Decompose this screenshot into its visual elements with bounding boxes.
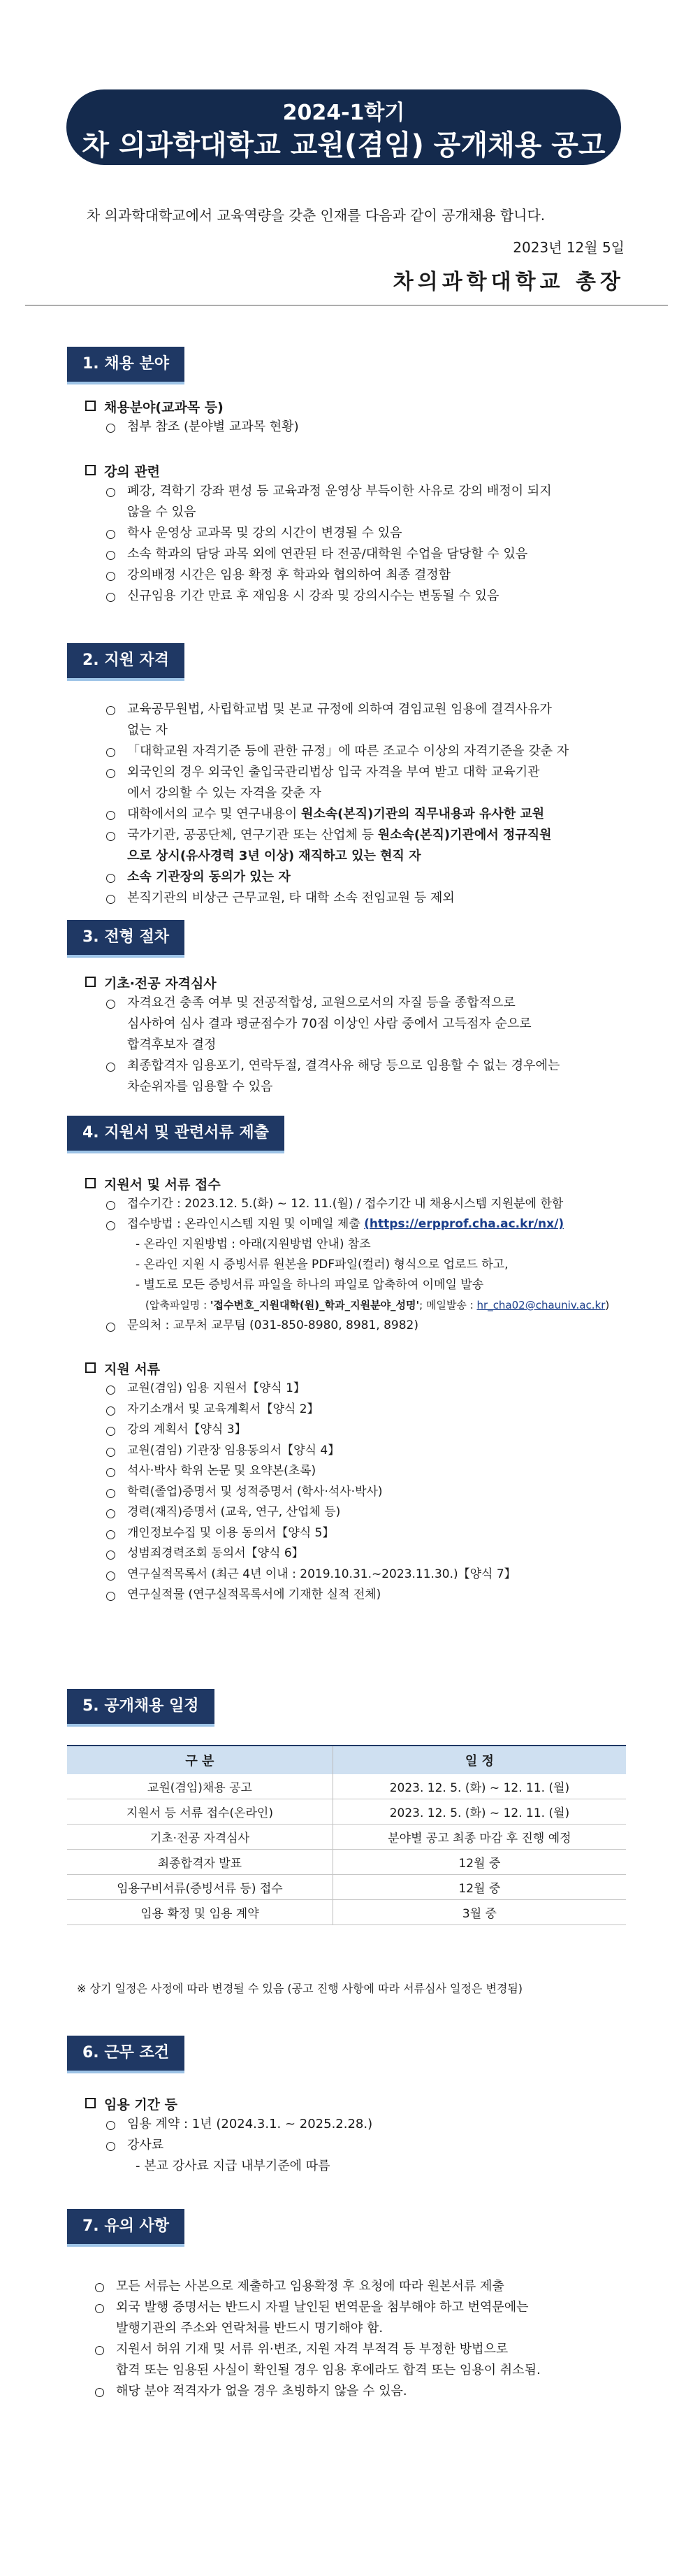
s7-list bbox=[95, 2276, 541, 2402]
circle-bullet-icon bbox=[95, 2283, 104, 2292]
schedule-note: ※ 상기 일정은 사정에 따라 변경될 수 있음 (공고 진행 사항에 따라 서류심사 일정은 변경됨) bbox=[77, 1982, 523, 1995]
list-item-continued: 않을 수 있음 bbox=[127, 505, 196, 519]
list-item: 모든 서류는 사본으로 제출하고 임용확정 후 요청에 따라 원본서류 제출 bbox=[95, 2276, 541, 2297]
circle-bullet-icon bbox=[106, 2142, 115, 2151]
table-row: 임용 확정 및 임용 계약 3월 중 bbox=[67, 1900, 626, 1925]
circle-bullet-icon bbox=[106, 769, 115, 778]
s4-subheading-1: 지원서 및 서류 접수 bbox=[85, 1174, 221, 1193]
s1-list-2 bbox=[106, 481, 552, 607]
s4-docs-list bbox=[106, 1379, 516, 1606]
application-system-link[interactable]: (https://erpprof.cha.ac.kr/nx/) bbox=[364, 1217, 564, 1231]
column-header: 구 분 bbox=[67, 1746, 333, 1774]
list-item-continued: 합격후보자 결정 bbox=[127, 1037, 217, 1052]
list-item-continued: 합격 또는 임용된 사실이 확인될 경우 임용 후에라도 합격 또는 임용이 취소됨. bbox=[116, 2363, 541, 2377]
signer: 차의과학대학교 총장 bbox=[393, 270, 625, 294]
notice-date: 2023년 12월 5일 bbox=[513, 239, 625, 256]
square-bullet-icon bbox=[85, 977, 96, 987]
circle-bullet-icon bbox=[106, 593, 115, 602]
list-item: 개인정보수집 및 이용 동의서【양식 5】 bbox=[106, 1523, 516, 1544]
list-item: 연구실적목록서 (최근 4년 이내 : 2019.10.31.~2023.11.30.)【양식 7】 bbox=[106, 1564, 516, 1585]
s3-list bbox=[106, 993, 560, 1098]
square-bullet-icon bbox=[85, 1178, 96, 1188]
circle-bullet-icon bbox=[106, 1323, 115, 1332]
s2-list bbox=[106, 699, 569, 909]
table-row: 교원(겸임)채용 공고 2023. 12. 5. (화) ~ 12. 11. (월) bbox=[67, 1774, 626, 1799]
email-link[interactable]: hr_cha02@chauniv.ac.kr bbox=[476, 1299, 606, 1311]
list-subitem: (압축파일명 : '접수번호_지원대학(원)_학과_지원분야_성명'; 메일발송 : hr_cha02@chauniv.ac.kr) bbox=[145, 1299, 610, 1311]
circle-bullet-icon bbox=[106, 1448, 115, 1457]
circle-bullet-icon bbox=[106, 1386, 115, 1395]
list-item: 강의배정 시간은 임용 확정 후 학과와 협의하여 최종 결정함 bbox=[106, 565, 552, 586]
list-item: 교원(겸임) 임용 지원서【양식 1】 bbox=[106, 1379, 516, 1399]
circle-bullet-icon bbox=[106, 488, 115, 497]
title-semester: 2024-1학기 bbox=[282, 101, 405, 125]
circle-bullet-icon bbox=[106, 530, 115, 539]
list-item: 경력(재직)증명서 (교육, 연구, 산업체 등) bbox=[106, 1502, 516, 1523]
section-6-header: 6. 근무 조건 bbox=[67, 2036, 184, 2073]
intro-text: 차 의과학대학교에서 교육역량을 갖춘 인재를 다음과 같이 공개채용 합니다. bbox=[87, 207, 546, 224]
list-subitem: - 본교 강사료 지급 내부기준에 따름 bbox=[136, 2159, 330, 2173]
circle-bullet-icon bbox=[106, 2121, 115, 2130]
circle-bullet-icon bbox=[106, 1530, 115, 1539]
list-item: 학사 운영상 교과목 및 강의 시간이 변경될 수 있음 bbox=[106, 523, 552, 544]
s6-subheading: 임용 기간 등 bbox=[85, 2094, 177, 2113]
s4-list-1 bbox=[106, 1194, 609, 1336]
circle-bullet-icon bbox=[106, 874, 115, 883]
circle-bullet-icon bbox=[106, 1468, 115, 1477]
list-item: 대학에서의 교수 및 연구내용이 원소속(본직)기관의 직무내용과 유사한 교원 bbox=[106, 804, 569, 825]
circle-bullet-icon bbox=[95, 2388, 104, 2397]
circle-bullet-icon bbox=[106, 572, 115, 581]
list-item: 외국인의 경우 외국인 출입국관리법상 입국 자격을 부여 받고 대학 교육기관 bbox=[106, 762, 569, 783]
circle-bullet-icon bbox=[106, 748, 115, 757]
circle-bullet-icon bbox=[106, 1427, 115, 1436]
list-item: 강사료 bbox=[106, 2135, 372, 2156]
section-5-header: 5. 공개채용 일정 bbox=[67, 1689, 214, 1727]
circle-bullet-icon bbox=[106, 424, 115, 433]
list-subitem: - 온라인 지원 시 증빙서류 원본을 PDF파일(컬러) 형식으로 업로드 하고, bbox=[136, 1258, 509, 1272]
circle-bullet-icon bbox=[106, 1406, 115, 1416]
list-item: 강의 계획서【양식 3】 bbox=[106, 1420, 516, 1441]
list-item: 문의처 : 교무처 교무팀 (031-850-8980, 8981, 8982) bbox=[106, 1316, 609, 1336]
square-bullet-icon bbox=[85, 401, 96, 411]
list-item: 석사·박사 학위 논문 및 요약본(초록) bbox=[106, 1461, 516, 1482]
list-item: 첨부 참조 (분야별 교과목 현황) bbox=[106, 417, 299, 438]
list-item: 지원서 허위 기재 및 서류 위·변조, 지원 자격 부적격 등 부정한 방법으로 bbox=[95, 2339, 541, 2360]
list-item: 임용 계약 : 1년 (2024.3.1. ~ 2025.2.28.) bbox=[106, 2114, 372, 2135]
square-bullet-icon bbox=[85, 465, 96, 475]
list-item-continued: 차순위자를 임용할 수 있음 bbox=[127, 1079, 273, 1094]
list-item: 「대학교원 자격기준 등에 관한 규정」에 따른 조교수 이상의 자격기준을 갖춘 자 bbox=[106, 741, 569, 762]
section-2-header: 2. 지원 자격 bbox=[67, 643, 184, 681]
s1-list-1 bbox=[106, 417, 299, 438]
list-item: 국가기관, 공공단체, 연구기관 또는 산업체 등 원소속(본직)기관에서 정규직원 bbox=[106, 825, 569, 846]
section-4-header: 4. 지원서 및 관련서류 제출 bbox=[67, 1116, 284, 1153]
s6-list bbox=[106, 2114, 372, 2177]
title-banner bbox=[66, 89, 621, 165]
list-item: 성범죄경력조회 동의서【양식 6】 bbox=[106, 1544, 516, 1564]
circle-bullet-icon bbox=[106, 832, 115, 841]
list-item-continued: 발행기관의 주소와 연락처를 반드시 명기해야 함. bbox=[116, 2321, 384, 2336]
circle-bullet-icon bbox=[106, 895, 115, 904]
circle-bullet-icon bbox=[106, 1063, 115, 1072]
list-item: 해당 분야 적격자가 없을 경우 초빙하지 않을 수 있음. bbox=[95, 2381, 541, 2402]
list-item: 신규임용 기간 만료 후 재임용 시 강좌 및 강의시수는 변동될 수 있음 bbox=[106, 586, 552, 607]
section-7-header: 7. 유의 사항 bbox=[67, 2209, 184, 2247]
list-item-continued: 심사하여 심사 결과 평균점수가 70점 이상인 사람 중에서 고득점자 순으로 bbox=[127, 1016, 532, 1031]
list-item-continued: 으로 상시(유사경력 3년 이상) 재직하고 있는 현직 자 bbox=[127, 849, 421, 863]
section-1-header: 1. 채용 분야 bbox=[67, 347, 184, 384]
table-row: 최종합격자 발표 12월 중 bbox=[67, 1850, 626, 1875]
circle-bullet-icon bbox=[106, 811, 115, 820]
list-item-continued: 에서 강의할 수 있는 자격을 갖춘 자 bbox=[127, 786, 321, 800]
schedule-table bbox=[67, 1745, 626, 1925]
s3-subheading: 기초·전공 자격심사 bbox=[85, 973, 217, 992]
circle-bullet-icon bbox=[106, 706, 115, 715]
list-subitem: - 온라인 지원방법 : 아래(지원방법 안내) 참조 bbox=[136, 1237, 371, 1251]
table-row: 임용구비서류(증빙서류 등) 접수 12월 중 bbox=[67, 1875, 626, 1900]
section-3-header: 3. 전형 절차 bbox=[67, 920, 184, 958]
s1-subheading-1: 채용분야(교과목 등) bbox=[85, 397, 224, 416]
list-item: 소속 기관장의 동의가 있는 자 bbox=[106, 867, 569, 888]
circle-bullet-icon bbox=[106, 1592, 115, 1601]
list-item: 연구실적물 (연구실적목록서에 기재한 실적 전체) bbox=[106, 1585, 516, 1606]
square-bullet-icon bbox=[85, 2098, 96, 2108]
list-item: 자기소개서 및 교육계획서【양식 2】 bbox=[106, 1399, 516, 1420]
s4-subheading-2: 지원 서류 bbox=[85, 1359, 160, 1378]
list-item: 소속 학과의 담당 과목 외에 연관된 타 전공/대학원 수업을 담당할 수 있음 bbox=[106, 544, 552, 565]
table-header-row bbox=[67, 1746, 626, 1774]
list-item: 접수기간 : 2023.12. 5.(화) ~ 12. 11.(월) / 접수기간 내 채용시스템 지원분에 한함 bbox=[106, 1194, 609, 1214]
list-item: 자격요건 충족 여부 및 전공적합성, 교원으로서의 자질 등을 종합적으로 bbox=[106, 993, 560, 1014]
column-header: 일 정 bbox=[333, 1746, 626, 1774]
list-item: 학력(졸업)증명서 및 성적증명서 (학사·석사·박사) bbox=[106, 1482, 516, 1503]
circle-bullet-icon bbox=[106, 1509, 115, 1518]
list-item: 폐강, 격학기 강좌 편성 등 교육과정 운영상 부득이한 사유로 강의 배정이 되지 bbox=[106, 481, 552, 502]
s1-subheading-2: 강의 관련 bbox=[85, 461, 160, 480]
circle-bullet-icon bbox=[95, 2346, 104, 2355]
circle-bullet-icon bbox=[106, 1201, 115, 1210]
list-item: 본직기관의 비상근 근무교원, 타 대학 소속 전임교원 등 제외 bbox=[106, 888, 569, 909]
circle-bullet-icon bbox=[95, 2304, 104, 2313]
circle-bullet-icon bbox=[106, 1550, 115, 1560]
list-item: 교원(겸임) 기관장 임용동의서【양식 4】 bbox=[106, 1441, 516, 1462]
table-row: 기초·전공 자격심사 분야별 공고 최종 마감 후 진행 예정 bbox=[67, 1825, 626, 1850]
page-title: 차 의과학대학교 교원(겸임) 공개채용 공고 bbox=[82, 129, 606, 161]
circle-bullet-icon bbox=[106, 1000, 115, 1009]
circle-bullet-icon bbox=[106, 551, 115, 560]
circle-bullet-icon bbox=[106, 1571, 115, 1581]
circle-bullet-icon bbox=[106, 1221, 115, 1230]
list-subitem: - 별도로 모든 증빙서류 파일을 하나의 파일로 압축하여 이메일 발송 bbox=[136, 1278, 484, 1292]
list-item: 교육공무원법, 사립학교법 및 본교 규정에 의하여 겸임교원 임용에 결격사유가 bbox=[106, 699, 569, 720]
square-bullet-icon bbox=[85, 1362, 96, 1373]
circle-bullet-icon bbox=[106, 1489, 115, 1498]
list-item: 최종합격자 임용포기, 연락두절, 결격사유 해당 등으로 임용할 수 없는 경우에는 bbox=[106, 1056, 560, 1077]
list-item: 접수방법 : 온라인시스템 지원 및 이메일 제출 (https://erpprof.cha.ac.kr/nx/) bbox=[106, 1214, 609, 1235]
list-item: 외국 발행 증명서는 반드시 자필 날인된 번역문을 첨부해야 하고 번역문에는 bbox=[95, 2297, 541, 2318]
table-row: 지원서 등 서류 접수(온라인) 2023. 12. 5. (화) ~ 12. 11. (월) bbox=[67, 1799, 626, 1825]
list-item-continued: 없는 자 bbox=[127, 723, 168, 737]
